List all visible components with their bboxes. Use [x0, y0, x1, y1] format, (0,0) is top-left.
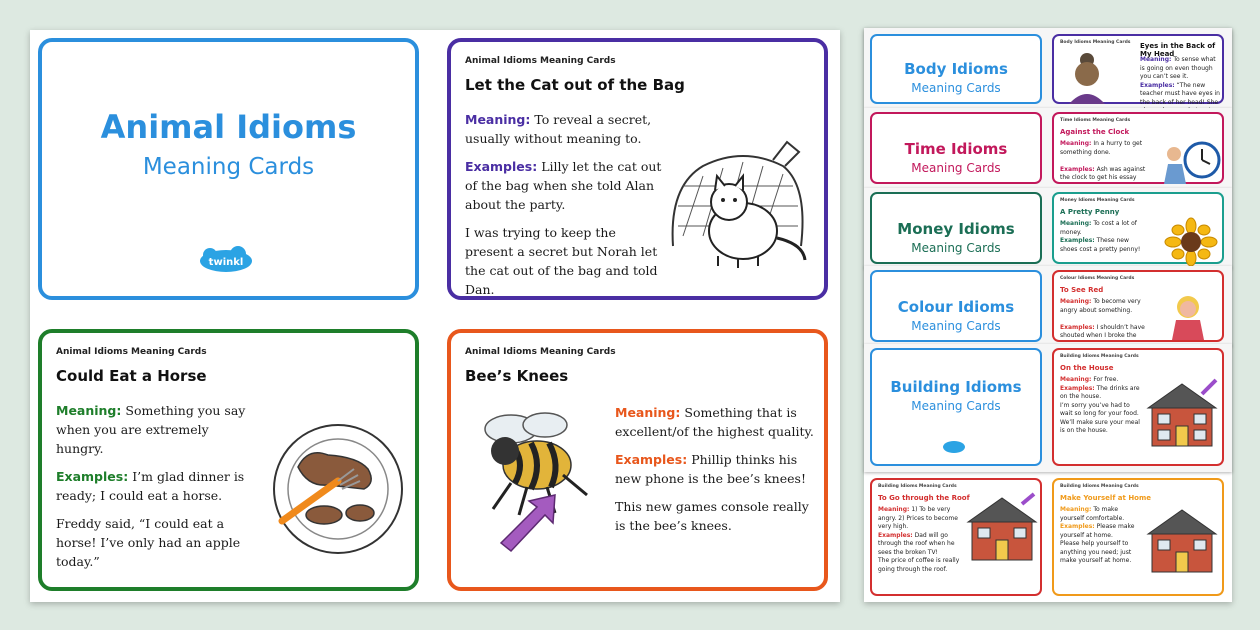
meaning-text: To reveal a secret, usually without meaning to.: [465, 112, 652, 146]
examples-label: Examples:: [56, 469, 129, 484]
mini-title: Body Idioms: [904, 60, 1008, 78]
mini-card-title: To Go through the Roof: [878, 494, 970, 502]
mini-title: Money Idioms: [897, 220, 1015, 238]
card-title: Could Eat a Horse: [56, 367, 207, 385]
page-title: Animal Idioms: [100, 108, 357, 146]
card-body: [56, 401, 256, 580]
mini-title-card: [870, 348, 1042, 466]
mini-content-card: [1052, 192, 1224, 264]
mini-content-card: [1052, 270, 1224, 342]
mini-title: Colour Idioms: [897, 298, 1015, 316]
mini-title: Building Idioms: [890, 378, 1022, 396]
mini-card-body: Meaning: 1) To be very angry. 2) Prices to become very high. Examples: Dad will go through the roof when he sees the broken TV! The price of coffee is really going through the roof.: [878, 506, 960, 573]
mini-title-card: [870, 270, 1042, 342]
twinkl-logo-small: [942, 440, 966, 454]
mini-header: Money Idioms Meaning Cards: [1060, 198, 1135, 203]
meaning-label: Meaning:: [56, 403, 122, 418]
mini-card-title: A Pretty Penny: [1060, 208, 1120, 216]
person-icon: [1064, 50, 1110, 104]
mini-header: Colour Idioms Meaning Cards: [1060, 276, 1135, 281]
meaning-text: Something that is excellent/of the highest quality.: [615, 405, 814, 439]
mini-card-body: Meaning: To make yourself comfortable. Examples: Please make yourself at home. Please help yourself to anything you need; just make yourself at home.: [1060, 506, 1135, 564]
card-body: [615, 403, 815, 544]
card-could-eat-a-horse: [38, 329, 419, 591]
example-text: Lilly let the cat out of the bag when she told Alan about the party.: [465, 159, 662, 212]
card-header: Animal Idioms Meaning Cards: [465, 56, 616, 66]
mini-card-body: Meaning: To become very angry about something. Examples: I shouldn’t have shouted when I broke the: [1060, 298, 1145, 339]
meaning-label: Meaning:: [615, 405, 681, 420]
strip-colour-idioms: [864, 266, 1232, 346]
mini-subtitle: Meaning Cards: [911, 161, 1001, 175]
mini-card-body: Meaning: For free. Examples: The drinks are on the house. I’m sorry you’ve had to wait so long for your food. We’ll make sure your meal is on the house.: [1060, 376, 1140, 434]
clock-icon: [1158, 134, 1222, 184]
house-icon: [1144, 504, 1220, 574]
mini-header: Building Idioms Meaning Cards: [1060, 354, 1139, 359]
example-text: I’m glad dinner is ready; I could eat a horse.: [56, 469, 245, 503]
twinkl-logo: [198, 246, 254, 274]
strip-time-idioms: [864, 108, 1232, 188]
mini-content-card: [870, 478, 1042, 596]
strip-building-idioms: [864, 344, 1232, 472]
title-card: [38, 38, 419, 300]
angry-girl-icon: [1168, 294, 1208, 340]
card-header: Animal Idioms Meaning Cards: [56, 347, 207, 357]
house-icon: [1144, 378, 1220, 448]
mini-card-title: To See Red: [1060, 286, 1104, 294]
card-title: Let the Cat out of the Bag: [465, 76, 685, 94]
card-header: Animal Idioms Meaning Cards: [465, 347, 616, 357]
mini-header: Body Idioms Meaning Cards: [1060, 40, 1131, 45]
card-bees-knees: [447, 329, 828, 591]
page-subtitle: Meaning Cards: [142, 154, 315, 180]
side-panel: [864, 28, 1232, 602]
main-sheet: [30, 30, 840, 602]
examples-label: Examples:: [615, 452, 688, 467]
mini-header: Building Idioms Meaning Cards: [878, 484, 957, 489]
horse-on-plate-icon: [268, 417, 408, 557]
mini-content-card: [1052, 34, 1224, 104]
mini-header: Building Idioms Meaning Cards: [1060, 484, 1139, 489]
mini-header: Time Idioms Meaning Cards: [1060, 118, 1131, 123]
mini-subtitle: Meaning Cards: [911, 399, 1001, 413]
examples-label: Examples:: [465, 159, 538, 174]
bee-icon: [471, 403, 601, 553]
mini-card-title: Eyes in the Back of My Head: [1140, 42, 1216, 58]
mini-title-card: [870, 34, 1042, 104]
mini-card-body: Meaning: To cost a lot of money. Examples: These new shoes cost a pretty penny!: [1060, 220, 1141, 253]
mini-subtitle: Meaning Cards: [911, 81, 1001, 95]
mini-title-card: [870, 192, 1042, 264]
sunflower-icon: [1166, 220, 1216, 264]
card-body: [465, 110, 665, 308]
mini-content-card: [1052, 112, 1224, 184]
mini-card-body: Meaning: In a hurry to get something done. Examples: Ash was against the clock to get his essay: [1060, 140, 1146, 181]
mini-title: Time Idioms: [904, 140, 1008, 158]
card-title: Bee’s Knees: [465, 367, 569, 385]
example-text: This new games console really is the bee’s knees.: [615, 499, 809, 533]
cat-in-bag-icon: [663, 126, 813, 276]
mini-card-body: Meaning: To sense what is going on even though you can’t see it. Examples: “The new teacher must have eyes in the back of her head! She: [1140, 56, 1220, 106]
mini-card-title: Make Yourself at Home: [1060, 494, 1152, 502]
mini-card-title: On the House: [1060, 364, 1114, 372]
example-text: Freddy said, “I could eat a horse! I’ve only had an apple today.”: [56, 516, 241, 569]
mini-card-title: Against the Clock: [1060, 128, 1130, 136]
mini-title-card: [870, 112, 1042, 184]
example-text: I was trying to keep the present a secret but Norah let the cat out of the bag and told Dan.: [465, 225, 658, 297]
strip-body-idioms: [864, 28, 1232, 108]
meaning-text: Something you say when you are extremely hungry.: [56, 403, 246, 456]
mini-subtitle: Meaning Cards: [911, 241, 1001, 255]
meaning-label: Meaning:: [465, 112, 531, 127]
mini-content-card: [1052, 348, 1224, 466]
mini-subtitle: Meaning Cards: [911, 319, 1001, 333]
mini-content-card: [1052, 478, 1224, 596]
strip-money-idioms: [864, 188, 1232, 268]
card-let-the-cat-out: [447, 38, 828, 300]
example-text: Phillip thinks his new phone is the bee’s knees!: [615, 452, 806, 486]
house-icon: [964, 492, 1040, 562]
svg-text:twinkl: twinkl: [208, 257, 244, 268]
